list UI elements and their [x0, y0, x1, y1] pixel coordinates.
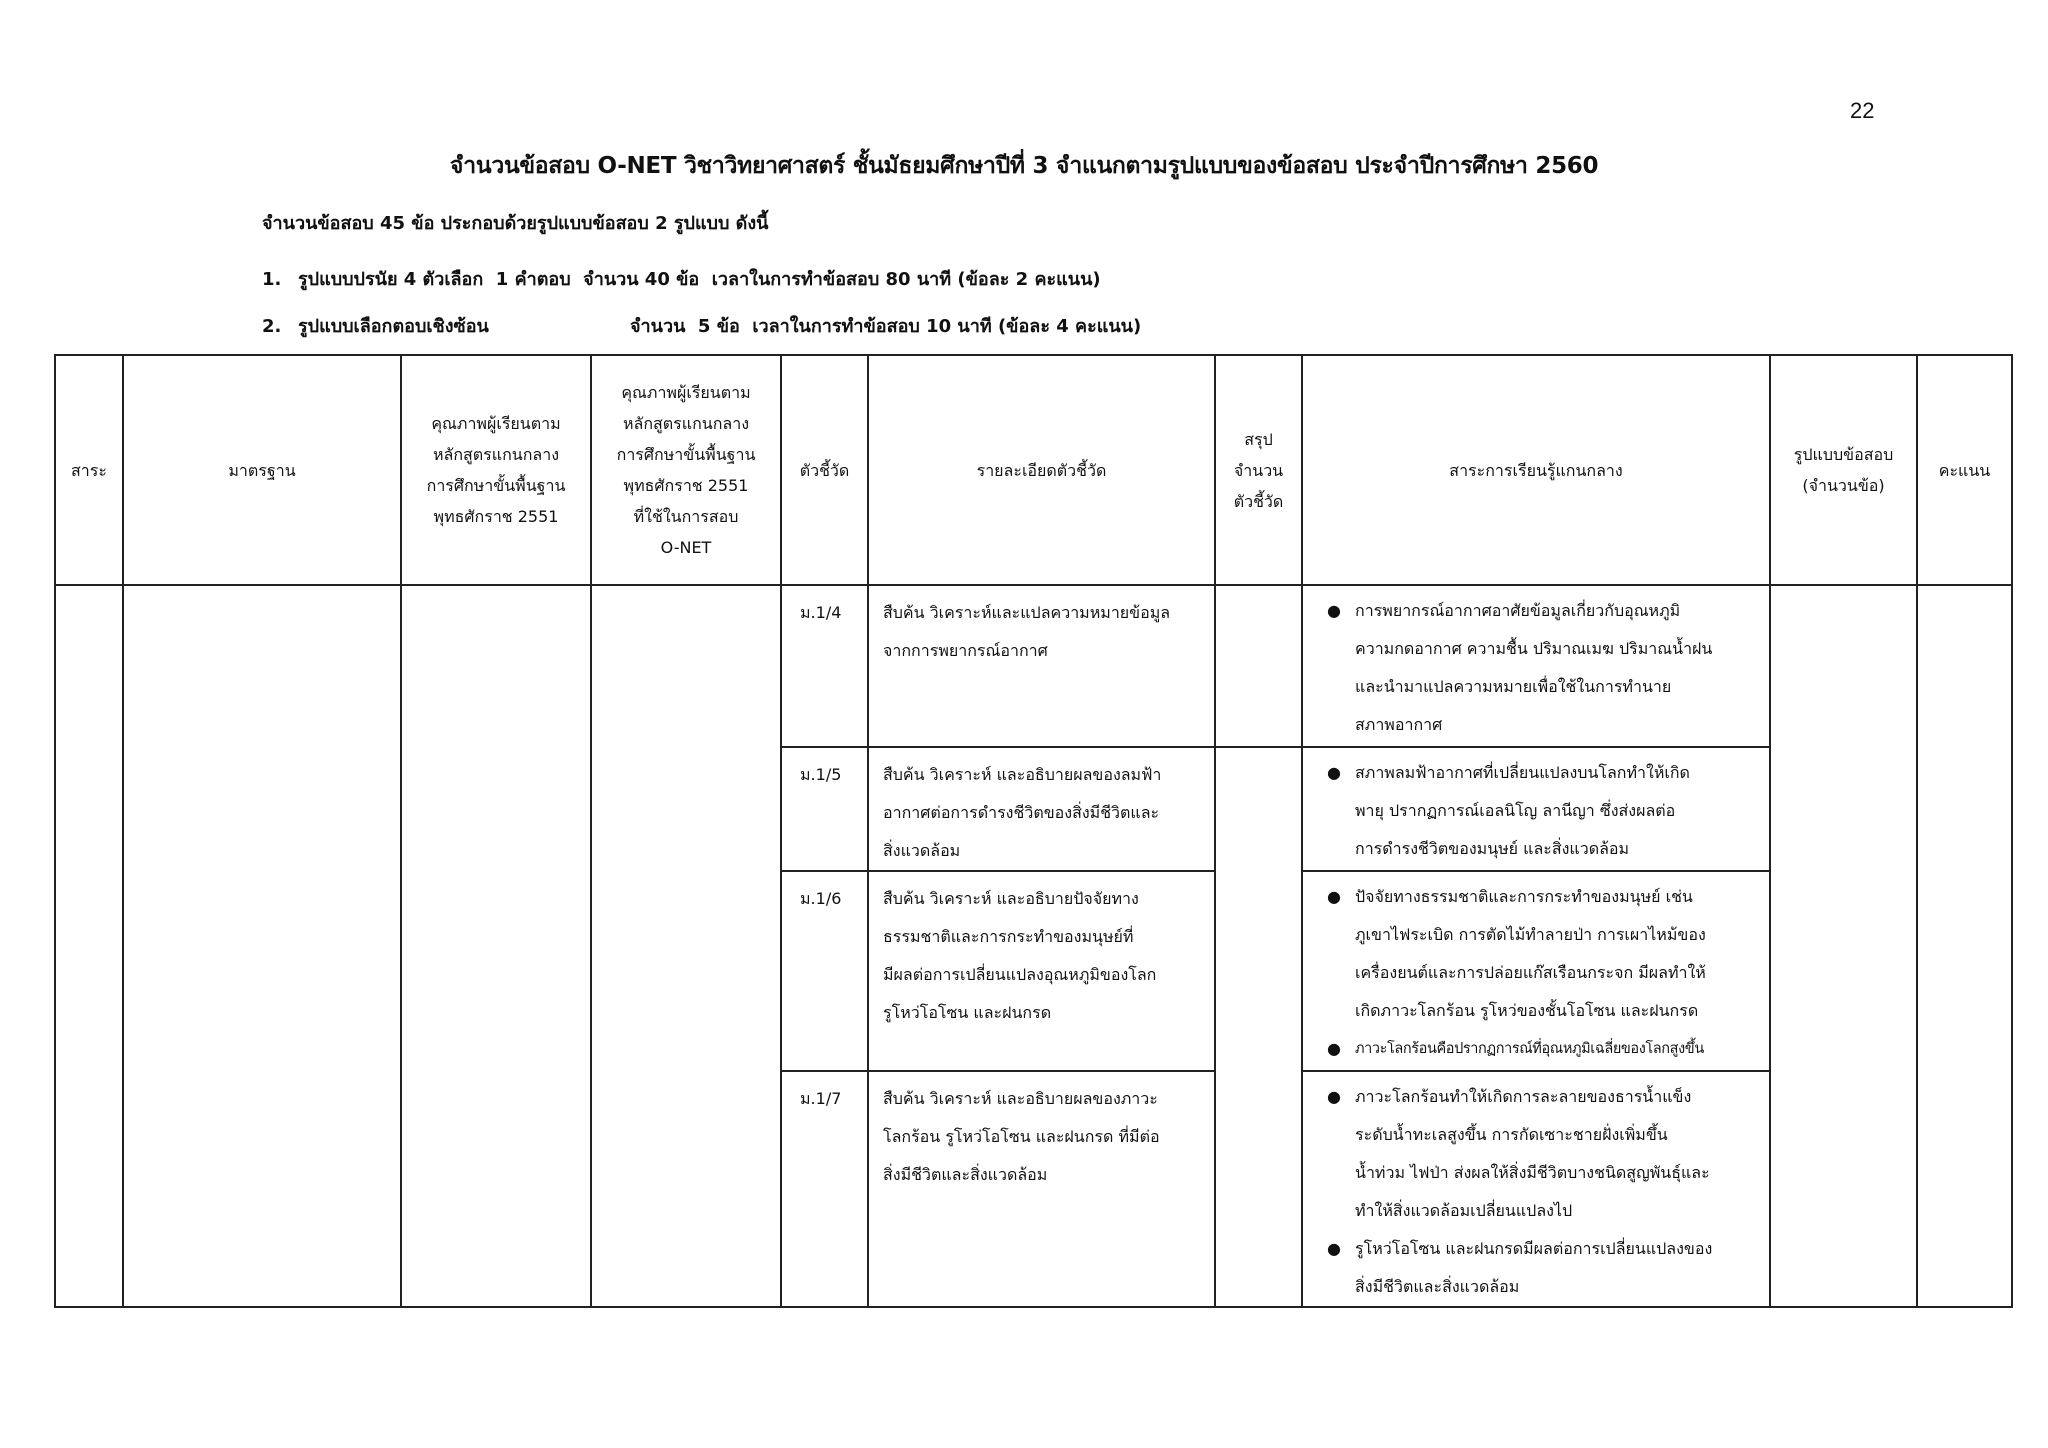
summary-cell: [1215, 585, 1302, 747]
detail-line: ธรรมชาติและการกระทำของมนุษย์ที่: [883, 927, 1134, 946]
content-line: และนำมาแปลความหมายเพื่อใช้ในการทำนาย: [1355, 677, 1672, 696]
header-line: ตัวชี้วัด: [1233, 491, 1284, 511]
detail-line: สิ่งแวดล้อม: [883, 841, 961, 860]
bullet-icon: ●: [1327, 1239, 1341, 1258]
indicator-detail: [868, 871, 1215, 1071]
header-core-content: สาระการเรียนรู้แกนกลาง: [1302, 355, 1770, 585]
bullet-icon: ●: [1327, 887, 1341, 906]
list-item: [1319, 1030, 1757, 1068]
header-quality: [401, 355, 591, 585]
indicator-code: ม.1/6: [781, 871, 868, 1071]
list-item: [1319, 754, 1757, 868]
indicator-code: ม.1/5: [781, 747, 868, 871]
content-line: การดำรงชีวิตของมนุษย์ และสิ่งแวดล้อม: [1355, 839, 1630, 858]
content-line: เครื่องยนต์และการปล่อยแก๊สเรือนกระจก มีผลทำให้: [1355, 963, 1706, 982]
header-strand: สาระ: [55, 355, 123, 585]
content-line: ความกดอากาศ ความชื้น ปริมาณเมฆ ปริมาณน้ำฝน: [1355, 639, 1713, 658]
content-line: สภาพลมฟ้าอากาศที่เปลี่ยนแปลงบนโลกทำให้เกิด: [1355, 763, 1690, 782]
list-item: [1319, 1078, 1757, 1230]
content-line: พายุ ปรากฏการณ์เอลนิโญ ลานีญา ซึ่งส่งผลต่อ: [1355, 801, 1676, 820]
format-detail: จำนวน 5 ข้อ เวลาในการทำข้อสอบ 10 นาที (ข้อละ 4 คะแนน): [630, 316, 1142, 337]
core-content-cell: [1302, 585, 1770, 747]
header-line: การศึกษาขั้นพื้นฐาน: [616, 445, 756, 464]
header-line: ที่ใช้ในการสอบ: [633, 507, 739, 526]
header-quality-onet: [591, 355, 781, 585]
content-line: สิ่งมีชีวิตและสิ่งแวดล้อม: [1355, 1277, 1520, 1296]
header-line: พุทธศักราช 2551: [433, 507, 559, 526]
header-line: O-NET: [660, 538, 712, 557]
exam-table: [54, 354, 2013, 1308]
detail-line: โลกร้อน รูโหว่โอโซน และฝนกรด ที่มีต่อ: [883, 1127, 1160, 1146]
core-content-cell: [1302, 871, 1770, 1071]
content-line: ปัจจัยทางธรรมชาติและการกระทำของมนุษย์ เช่น: [1355, 887, 1693, 906]
header-indicator: ตัวชี้วัด: [781, 355, 868, 585]
format-detail: จำนวน 40 ข้อ เวลาในการทำข้อสอบ 80 นาที (ข้อละ 2 คะแนน): [570, 269, 1101, 290]
detail-line: สืบค้น วิเคราะห์ และอธิบายปัจจัยทาง: [883, 889, 1139, 908]
content-line: ภาวะโลกร้อนคือปรากฏการณ์ที่อุณหภูมิเฉลี่ยของโลกสูงขึ้น: [1355, 1041, 1704, 1057]
page-title: จำนวนข้อสอบ O-NET วิชาวิทยาศาสตร์ ชั้นมัธยมศึกษาปีที่ 3 จำแนกตามรูปแบบของข้อสอบ ประจำปีการศึกษา 2560: [449, 153, 1599, 179]
table-row: [55, 585, 2012, 747]
detail-line: รูโหว่โอโซน และฝนกรด: [883, 1003, 1052, 1022]
detail-line: จากการพยากรณ์อากาศ: [883, 641, 1048, 660]
format-name: รูปแบบเลือกตอบเชิงซ้อน: [298, 316, 489, 337]
quality-cell: [401, 585, 591, 1307]
content-line: ภาวะโลกร้อนทำให้เกิดการละลายของธารน้ำแข็ง: [1355, 1087, 1692, 1106]
content-line: การพยากรณ์อากาศอาศัยข้อมูลเกี่ยวกับอุณหภูมิ: [1355, 601, 1681, 620]
indicator-detail: [868, 585, 1215, 747]
bullet-icon: ●: [1327, 1087, 1341, 1106]
header-line: สรุป: [1244, 429, 1273, 449]
detail-line: มีผลต่อการเปลี่ยนแปลงอุณหภูมิของโลก: [883, 965, 1157, 984]
indicator-code: ม.1/4: [781, 585, 868, 747]
detail-line: สืบค้น วิเคราะห์ และอธิบายผลของภาวะ: [883, 1089, 1158, 1108]
format-name: รูปแบบปรนัย 4 ตัวเลือก 1 คำตอบ: [298, 269, 571, 290]
intro-text: จำนวนข้อสอบ 45 ข้อ ประกอบด้วยรูปแบบข้อสอบ 2 รูปแบบ ดังนี้: [262, 213, 769, 234]
detail-line: สืบค้น วิเคราะห์และแปลความหมายข้อมูล: [883, 603, 1171, 622]
summary-cell: [1215, 747, 1302, 1307]
content-line: ภูเขาไฟระเบิด การตัดไม้ทำลายป่า การเผาไหม้ของ: [1355, 925, 1706, 944]
list-item: [1319, 592, 1757, 744]
bullet-icon: ●: [1327, 763, 1341, 782]
standard-cell: [123, 585, 401, 1307]
score-cell: [1917, 585, 2012, 1307]
bullet-icon: ●: [1327, 601, 1341, 620]
header-line: การศึกษาขั้นพื้นฐาน: [426, 476, 566, 495]
header-line: คุณภาพผู้เรียนตาม: [621, 383, 751, 402]
content-line: เกิดภาวะโลกร้อน รูโหว่ของชั้นโอโซน และฝนกรด: [1355, 1001, 1699, 1020]
detail-line: สืบค้น วิเคราะห์ และอธิบายผลของลมฟ้า: [883, 765, 1162, 784]
indicator-detail: [868, 747, 1215, 871]
list-item: [1319, 878, 1757, 1030]
core-content-cell: [1302, 747, 1770, 871]
core-content-cell: [1302, 1071, 1770, 1307]
format-item-2: [262, 311, 1141, 340]
content-line: ระดับน้ำทะเลสูงขึ้น การกัดเซาะชายฝั่งเพิ่มขึ้น: [1355, 1125, 1668, 1144]
content-line: รูโหว่โอโซน และฝนกรดมีผลต่อการเปลี่ยนแปลงของ: [1355, 1239, 1713, 1258]
header-standard: มาตรฐาน: [123, 355, 401, 585]
test-format-cell: [1770, 585, 1917, 1307]
header-line: จำนวน: [1233, 460, 1284, 480]
header-line: พุทธศักราช 2551: [623, 476, 749, 495]
header-indicator-detail: รายละเอียดตัวชี้วัด: [868, 355, 1215, 585]
header-line: หลักสูตรแกนกลาง: [432, 445, 559, 464]
header-line: รูปแบบข้อสอบ: [1793, 445, 1894, 464]
format-number: 1.: [262, 269, 282, 290]
strand-cell: [55, 585, 123, 1307]
page-number: 22: [1850, 98, 1875, 123]
format-number: 2.: [262, 316, 282, 337]
indicator-code: ม.1/7: [781, 1071, 868, 1307]
header-line: หลักสูตรแกนกลาง: [622, 414, 749, 433]
detail-line: อากาศต่อการดำรงชีวิตของสิ่งมีชีวิตและ: [883, 803, 1160, 822]
quality-onet-cell: [591, 585, 781, 1307]
header-line: (จำนวนข้อ): [1802, 476, 1885, 495]
content-line: สภาพอากาศ: [1355, 715, 1443, 734]
header-test-format: [1770, 355, 1917, 585]
content-line: น้ำท่วม ไฟป่า ส่งผลให้สิ่งมีชีวิตบางชนิดสูญพันธุ์และ: [1355, 1163, 1710, 1182]
list-item: [1319, 1230, 1757, 1306]
indicator-detail: [868, 1071, 1215, 1307]
content-line: ทำให้สิ่งแวดล้อมเปลี่ยนแปลงไป: [1355, 1201, 1573, 1220]
format-item-1: [262, 264, 1101, 293]
header-line: คุณภาพผู้เรียนตาม: [431, 414, 561, 433]
bullet-icon: ●: [1327, 1039, 1341, 1058]
detail-line: สิ่งมีชีวิตและสิ่งแวดล้อม: [883, 1165, 1048, 1184]
header-score: คะแนน: [1917, 355, 2012, 585]
header-summary: [1215, 355, 1302, 585]
